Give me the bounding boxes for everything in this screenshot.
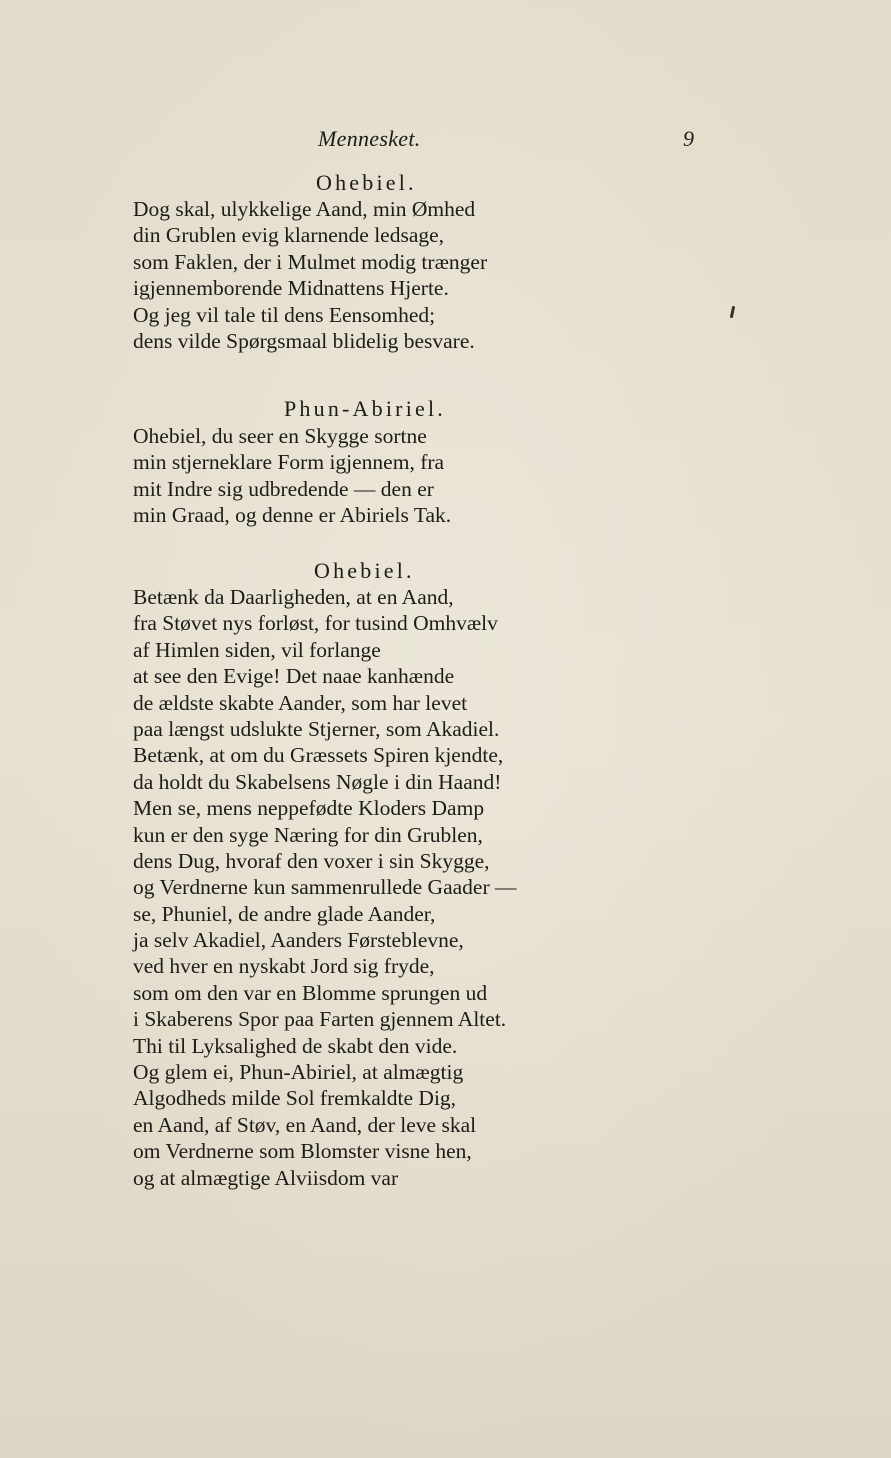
verse-line: min stjerneklare Form igjennem, fra: [133, 450, 445, 475]
page-number: 9: [683, 126, 694, 151]
verse-line: om Verdnerne som Blomster visne hen,: [133, 1139, 472, 1164]
verse-line: mit Indre sig udbredende — den er: [133, 476, 434, 501]
speaker-name: Phun-Abiriel.: [284, 396, 446, 421]
running-head: [0, 126, 891, 154]
speaker-name: Ohebiel.: [316, 170, 417, 195]
verse-line: Thi til Lyksalighed de skabt den vide.: [133, 1033, 458, 1058]
ink-speck: [730, 306, 735, 318]
verse-block: [133, 584, 516, 1191]
verse-line: min Graad, og denne er Abiriels Tak.: [133, 503, 452, 528]
verse-line: Algodheds milde Sol fremkaldte Dig,: [133, 1086, 457, 1111]
verse-line: i Skaberens Spor paa Farten gjennem Altet.: [133, 1007, 507, 1032]
verse-line: dens vilde Spørgsmaal blidelig besvare.: [133, 328, 475, 353]
verse-line: Betænk, at om du Græssets Spiren kjendte,: [133, 743, 504, 768]
verse-line: at see den Evige! Det naae kanhænde: [133, 664, 455, 689]
verse-line: Betænk da Daarligheden, at en Aand,: [133, 585, 454, 609]
verse-line: og at almægtige Alviisdom var: [133, 1165, 399, 1190]
verse-line: igjennemborende Midnattens Hjerte.: [133, 276, 449, 301]
verse-line: af Himlen siden, vil forlange: [133, 637, 381, 662]
verse-line: dens Dug, hvoraf den voxer i sin Skygge,: [133, 848, 490, 873]
verse-line: se, Phuniel, de andre glade Aander,: [133, 901, 436, 926]
verse-line: paa længst udslukte Stjerner, som Akadiel.: [133, 716, 500, 741]
verse-line: kun er den syge Næring for din Grublen,: [133, 822, 483, 847]
verse-block: [133, 196, 487, 354]
verse-line: som om den var en Blomme sprungen ud: [133, 980, 488, 1005]
verse-line: Og jeg vil tale til dens Eensomhed;: [133, 302, 436, 327]
verse-line: de ældste skabte Aander, som har levet: [133, 690, 468, 715]
verse-line: fra Støvet nys forløst, for tusind Omhvælv: [133, 611, 498, 636]
verse-line: og Verdnerne kun sammenrullede Gaader —: [133, 875, 517, 900]
verse-line: ja selv Akadiel, Aanders Førsteblevne,: [133, 928, 464, 953]
verse-line: en Aand, af Støv, en Aand, der leve skal: [133, 1112, 477, 1137]
verse-line: Og glem ei, Phun-Abiriel, at almægtig: [133, 1060, 464, 1085]
verse-line: ved hver en nyskabt Jord sig fryde,: [133, 954, 435, 979]
running-title: Mennesket.: [318, 126, 421, 151]
verse-block: [133, 423, 451, 529]
speaker-name: Ohebiel.: [314, 558, 415, 583]
verse-line: Dog skal, ulykkelige Aand, min Ømhed: [133, 197, 476, 221]
verse-line: da holdt du Skabelsens Nøgle i din Haand!: [133, 769, 502, 794]
verse-line: din Grublen evig klarnende ledsage,: [133, 223, 445, 248]
verse-line: Men se, mens neppefødte Kloders Damp: [133, 796, 485, 821]
verse-line: Ohebiel, du seer en Skygge sortne: [133, 424, 427, 448]
verse-line: som Faklen, der i Mulmet modig trænger: [133, 249, 488, 274]
